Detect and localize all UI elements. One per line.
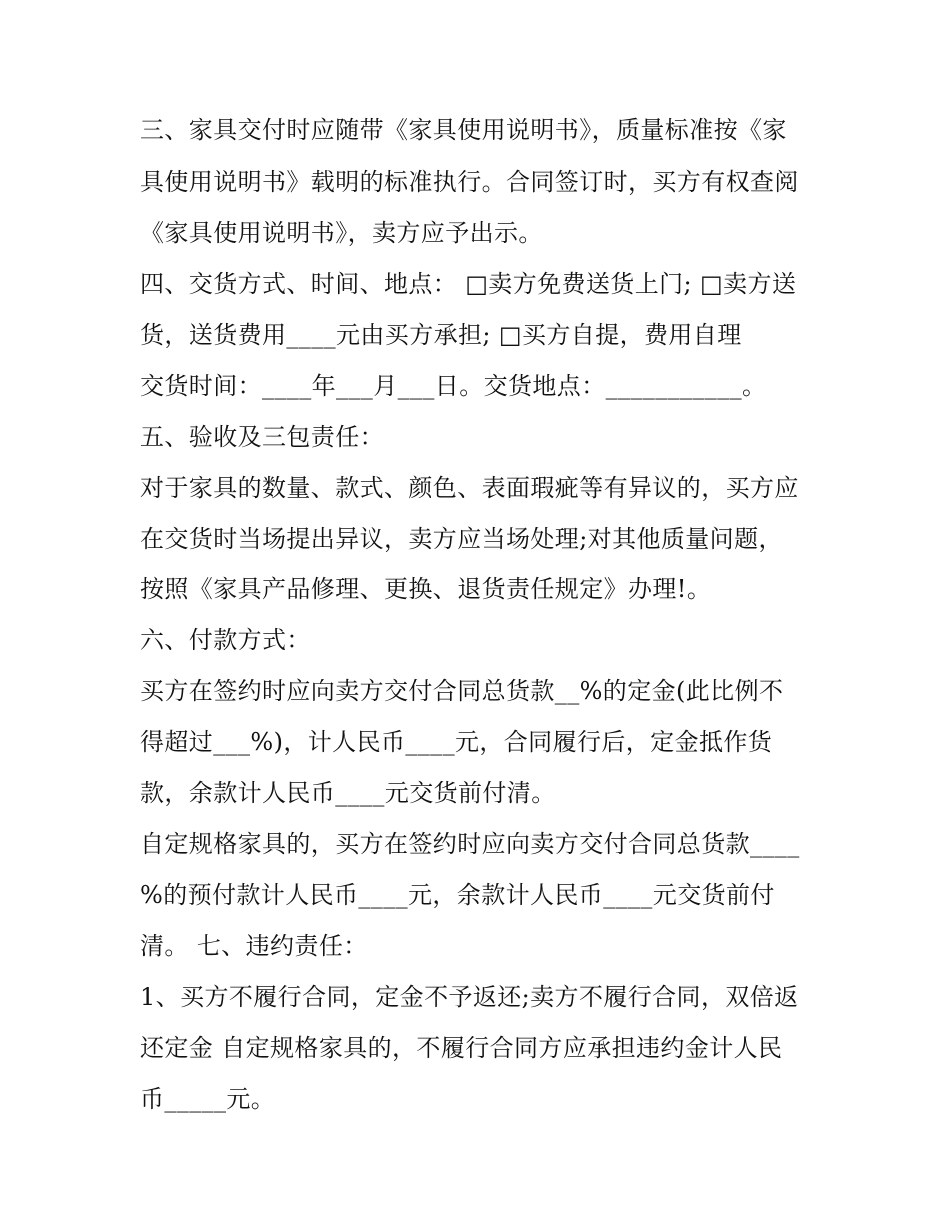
- text-line-2: 具使用说明书》载明的标准执行。合同签订时，买方有权查阅: [140, 168, 799, 196]
- text-line-9: 在交货时当场提出异议，卖方应当场处理;对其他质量问题，: [140, 525, 783, 553]
- text-line-15: 自定规格家具的，买方在签约时应向卖方交付合同总货款____: [140, 830, 800, 858]
- text-line-5: 货，送货费用____元由买方承担; □买方自提，费用自理: [140, 321, 742, 349]
- text-line-1: 三、家具交付时应随带《家具使用说明书》，质量标准按《家: [140, 116, 787, 144]
- text-line-20: 币_____元。: [140, 1085, 276, 1113]
- text-line-4: 四、交货方式、时间、地点： □卖方免费送货上门; □卖方送: [140, 270, 797, 298]
- section-heading-5: 五、验收及三包责任：: [140, 423, 384, 451]
- section-heading-6: 六、付款方式：: [140, 626, 311, 654]
- text-line-13: 得超过___%)，计人民币____元，合同履行后，定金抵作货: [140, 728, 773, 756]
- text-line-17: 清。 七、违约责任：: [140, 932, 368, 960]
- text-line-18: 1、买方不履行合同，定金不予返还;卖方不履行合同，双倍返: [140, 983, 799, 1011]
- text-line-12: 买方在签约时应向卖方交付合同总货款__%的定金(此比例不: [140, 677, 784, 705]
- text-line-16: %的预付款计人民币____元，余款计人民币____元交货前付: [140, 881, 775, 909]
- text-line-3: 《家具使用说明书》，卖方应予出示。: [140, 219, 543, 247]
- text-line-19: 还定金 自定规格家具的，不履行合同方应承担违约金计人民: [140, 1034, 783, 1062]
- text-line-6: 交货时间：____年___月___日。交货地点：___________。: [140, 372, 767, 400]
- text-line-14: 款，余款计人民币____元交货前付清。: [140, 779, 556, 807]
- text-line-8: 对于家具的数量、款式、颜色、表面瑕疵等有异议的，买方应: [140, 474, 799, 502]
- text-line-10: 按照《家具产品修理、更换、退货责任规定》办理!。: [140, 575, 712, 603]
